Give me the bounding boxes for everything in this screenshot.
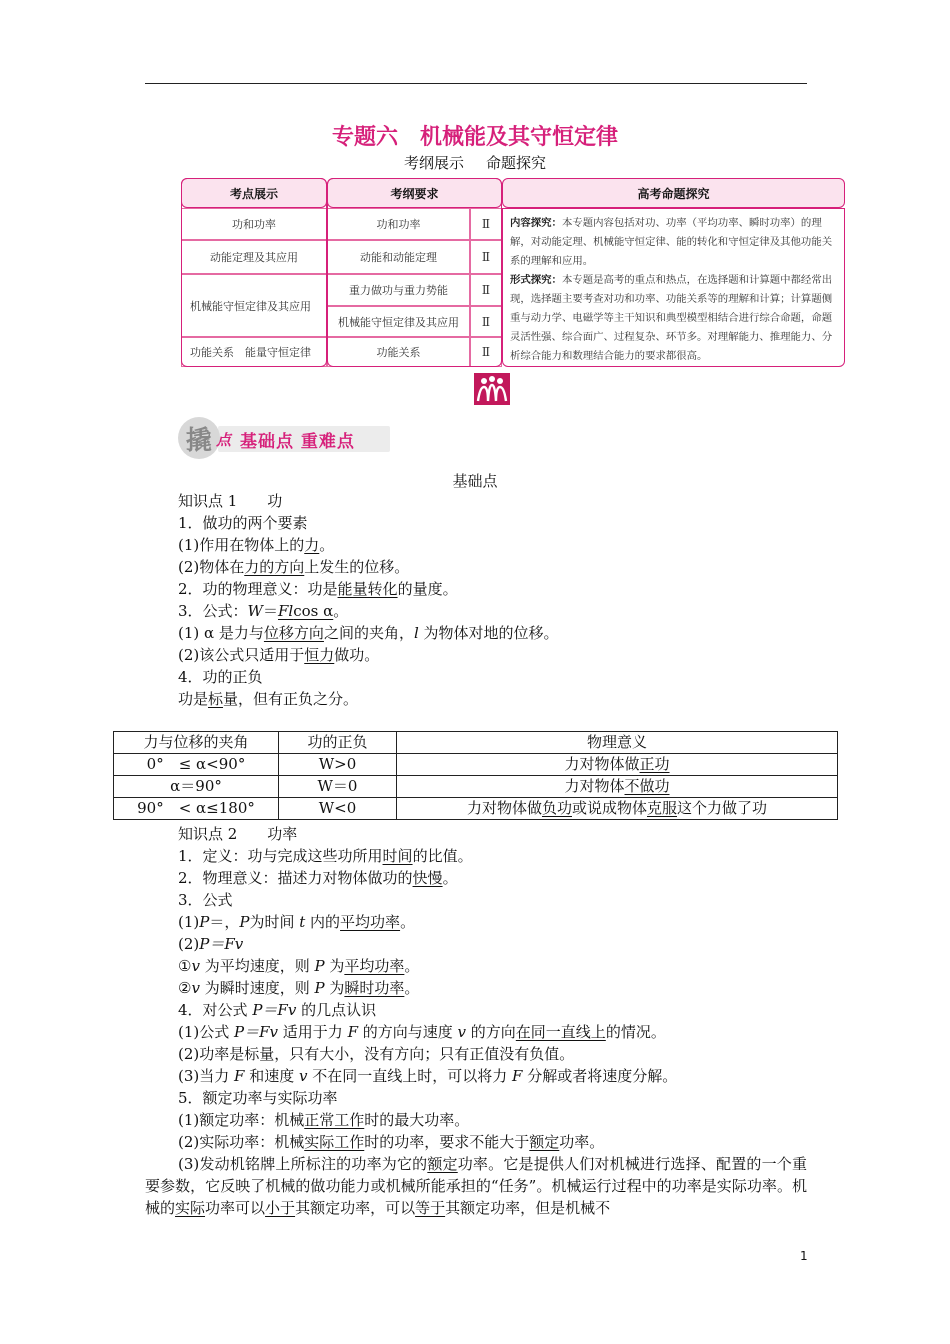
requirement-level: Ⅱ bbox=[470, 306, 502, 337]
k2-line: (2)P＝Fv bbox=[178, 935, 244, 953]
section-emblem-icon bbox=[474, 373, 510, 405]
form-label: 形式探究： bbox=[510, 274, 562, 286]
k2-line: (2)实际功率：机械实际工作时的功率，要求不能大于额定功率。 bbox=[178, 1133, 605, 1151]
header-topics: 考点展示 bbox=[181, 178, 327, 208]
sign-cell: W＝0 bbox=[279, 776, 397, 798]
meaning-cell: 力对物体做负功或说成物体克服这个力做了功 bbox=[397, 798, 838, 820]
k1-formula: 3．公式：W＝Flcos α。 bbox=[178, 602, 349, 620]
page-title: 专题六 机械能及其守恒定律 bbox=[331, 125, 618, 150]
k1-line: (1)作用在物体上的力。 bbox=[178, 536, 335, 554]
topic-cell: 功和功率 bbox=[181, 208, 327, 240]
subtitle-explore: 命题探究 bbox=[486, 154, 547, 172]
work-sign-table bbox=[113, 731, 838, 820]
meaning-cell: 力对物体不做功 bbox=[397, 776, 838, 798]
table-row bbox=[114, 798, 838, 820]
k2-line: ②v 为瞬时速度，则 P 为瞬时功率。 bbox=[178, 979, 420, 997]
meaning-cell: 力对物体做正功 bbox=[397, 754, 838, 776]
requirement-cell: 机械能守恒定律及其应用 bbox=[327, 306, 470, 337]
exam-explore-text bbox=[502, 208, 845, 367]
angle-cell: 90° < α≤180° bbox=[114, 798, 279, 820]
table-header: 力与位移的夹角 bbox=[114, 732, 279, 754]
banner-text: 基础点 重难点 bbox=[240, 432, 355, 452]
table-row bbox=[114, 776, 838, 798]
k1-line: 1．做功的两个要素 bbox=[178, 514, 308, 532]
k2-line: 4．对公式 P＝Fv 的几点认识 bbox=[178, 1001, 377, 1019]
k2-line: (2)功率是标量，只有大小，没有方向；只有正值没有负值。 bbox=[178, 1045, 575, 1063]
section-banner bbox=[178, 415, 392, 459]
header-rule bbox=[145, 83, 807, 84]
k2-line: (1)P＝，P为时间 t 内的平均功率。 bbox=[178, 913, 416, 931]
table-header-row bbox=[114, 732, 838, 754]
k2-paragraph: (3)发动机铭牌上所标注的功率为它的额定功率。它是提供人们对机械进行选择、配置的一个重要参数，它反映了机械的做功能力或机械所能承担的“任务”。机械运行过程中的功率是实际功率。机械的实际功率可以小于其额定功率，可以等于其额定功率，但是机械不 bbox=[145, 1155, 807, 1217]
k2-line: (1)额定功率：机械正常工作时的最大功率。 bbox=[178, 1111, 470, 1129]
requirement-level: Ⅱ bbox=[470, 337, 502, 367]
topic-cell: 功能关系 能量守恒定律 bbox=[181, 337, 327, 367]
form-text: 本专题是高考的重点和热点，在选择题和计算题中都经常出现，选择题主要考查对功和功率、功能关系等的理解和计算；计算题侧重与动力学、电磁学等主干知识和典型模型相结合进行综合命题，命题灵活性强、综合面广、过程复杂、环节多。对理解能力、推理能力、分析综合能力和数理结合能力的要求都很高。 bbox=[510, 274, 833, 362]
k1-line: (2)物体在力的方向上发生的位移。 bbox=[178, 558, 410, 576]
k1-line: 功是标量，但有正负之分。 bbox=[178, 690, 359, 708]
k2-line: 2．物理意义：描述力对物体做功的快慢。 bbox=[178, 869, 458, 887]
header-exam-explore: 高考命题探究 bbox=[502, 178, 845, 208]
requirement-level: Ⅱ bbox=[470, 274, 502, 306]
sign-cell: W>0 bbox=[279, 754, 397, 776]
k2-line: (3)当力 F 和速度 v 不在同一直线上时，可以将力 F 分解或者将速度分解。 bbox=[178, 1067, 678, 1085]
k1-line: 2．功的物理意义：功是能量转化的量度。 bbox=[178, 580, 458, 598]
angle-cell: α＝90° bbox=[114, 776, 279, 798]
header-requirements: 考纲要求 bbox=[327, 178, 502, 208]
subtitle bbox=[0, 152, 950, 173]
k1-heading: 知识点 1 功 bbox=[178, 492, 283, 510]
section-heading: 基础点 bbox=[452, 472, 498, 490]
table-header: 物理意义 bbox=[397, 732, 838, 754]
k2-heading: 知识点 2 功率 bbox=[178, 825, 298, 843]
requirement-cell: 动能和动能定理 bbox=[327, 240, 470, 274]
banner-tag: 点 bbox=[216, 431, 232, 449]
k2-line: 5．额定功率与实际功率 bbox=[178, 1089, 338, 1107]
banner-circle-icon: 撬 bbox=[178, 417, 220, 459]
requirement-cell: 功和功率 bbox=[327, 208, 470, 240]
requirement-level: Ⅱ bbox=[470, 240, 502, 274]
content-text: 本专题内容包括对功、功率（平均功率、瞬时功率）的理解，对动能定理、机械能守恒定律、能的转化和守恒定律及其他功能关系的理解和应用。 bbox=[510, 217, 833, 267]
page-number: 1 bbox=[800, 1249, 808, 1263]
angle-cell: 0° ≤ α<90° bbox=[114, 754, 279, 776]
content-label: 内容探究： bbox=[510, 217, 562, 229]
k2-line: (1)公式 P＝Fv 适用于力 F 的方向与速度 v 的方向在同一直线上的情况。 bbox=[178, 1023, 666, 1041]
topic-cell: 动能定理及其应用 bbox=[181, 240, 327, 274]
topics-frame bbox=[181, 178, 327, 367]
k2-line: 3．公式 bbox=[178, 891, 233, 909]
table-row bbox=[114, 754, 838, 776]
k1-line: (2)该公式只适用于恒力做功。 bbox=[178, 646, 380, 664]
requirement-cell: 功能关系 bbox=[327, 337, 470, 367]
topic-cell: 机械能守恒定律及其应用 bbox=[181, 274, 327, 337]
k1-line: (1) α 是力与位移方向之间的夹角，l 为物体对地的位移。 bbox=[178, 624, 559, 642]
requirement-cell: 重力做功与重力势能 bbox=[327, 274, 470, 306]
k1-line: 4．功的正负 bbox=[178, 668, 263, 686]
k2-line: ①v 为平均速度，则 P 为平均功率。 bbox=[178, 957, 420, 975]
subtitle-outline: 考纲展示 bbox=[403, 154, 464, 172]
k2-line: 1．定义：功与完成这些功所用时间的比值。 bbox=[178, 847, 473, 865]
table-header: 功的正负 bbox=[279, 732, 397, 754]
requirement-level: Ⅱ bbox=[470, 208, 502, 240]
sign-cell: W<0 bbox=[279, 798, 397, 820]
requirements-frame bbox=[327, 178, 502, 367]
